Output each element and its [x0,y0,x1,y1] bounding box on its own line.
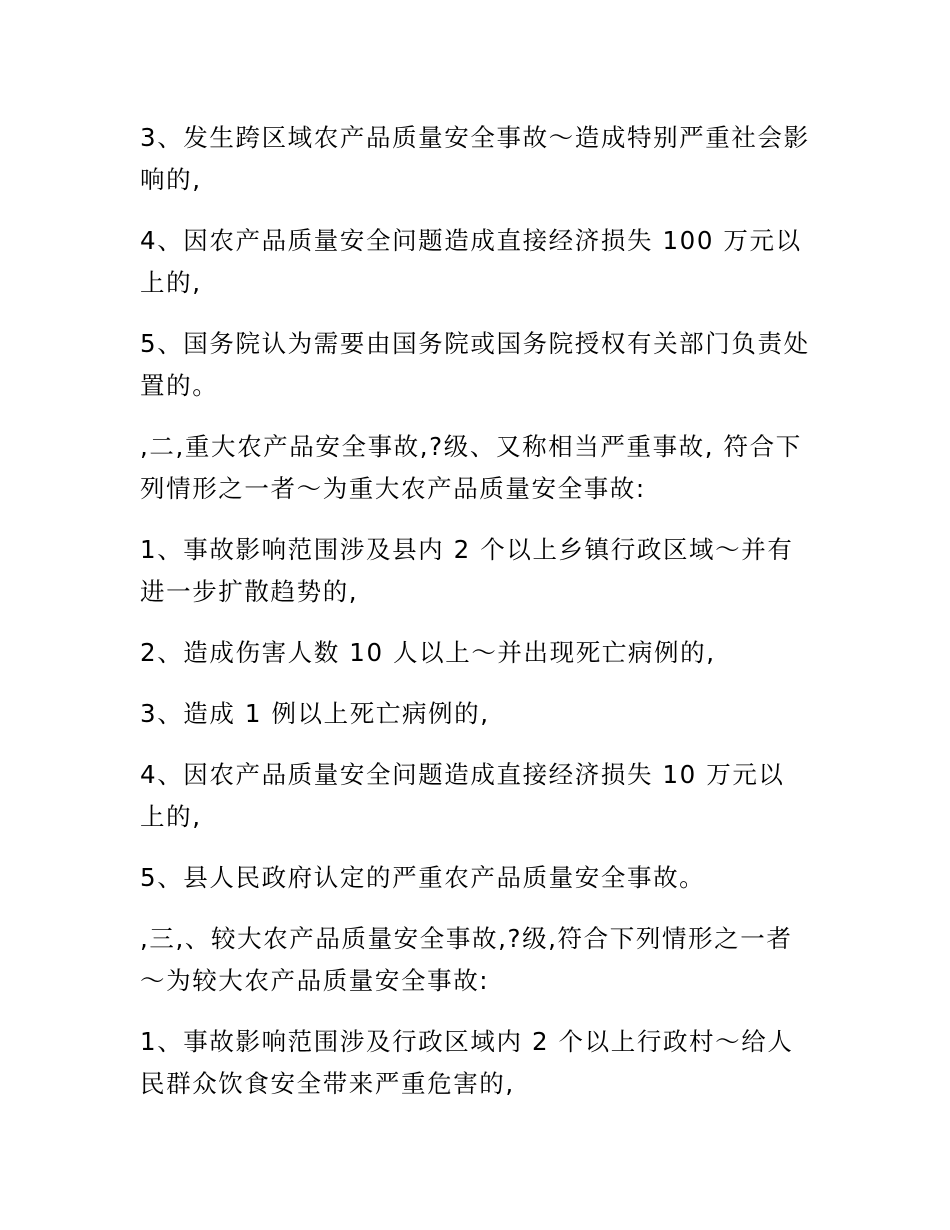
paragraph-item-4-loss-10-wan: 4、因农产品质量安全问题造成直接经济损失 10 万元以上的, [140,760,785,831]
paragraph-item-3-cross-region: 3、发生跨区域农产品质量安全事故～造成特别严重社会影响的, [140,123,810,194]
section-heading-larger-incident: ,三,、较大农产品质量安全事故,?级,符合下列情形之一者～为较大农产品质量安全事故: [140,924,793,995]
paragraph-item-5-county-government: 5、县人民政府认定的严重农产品质量安全事故。 [140,863,706,892]
paragraph-item-3-deaths: 3、造成 1 例以上死亡病例的, [140,699,490,728]
document-body [140,117,810,1124]
paragraph-item-2-injuries: 2、造成伤害人数 10 人以上～并出现死亡病例的, [140,638,716,667]
paragraph-item-1-county-scope: 1、事故影响范围涉及县内 2 个以上乡镇行政区域～并有进一步扩散趋势的, [140,535,794,606]
paragraph-item-1-village-scope: 1、事故影响范围涉及行政区域内 2 个以上行政村～给人民群众饮食安全带来严重危害的, [140,1027,794,1098]
paragraph-item-4-loss-100-wan: 4、因农产品质量安全问题造成直接经济损失 100 万元以上的, [140,226,802,297]
section-heading-major-incident: ,二,重大农产品安全事故,?级、又称相当严重事故, 符合下列情形之一者～为重大农产品质量安全事故: [140,432,802,503]
paragraph-item-5-state-council: 5、国务院认为需要由国务院或国务院授权有关部门负责处置的。 [140,329,810,400]
